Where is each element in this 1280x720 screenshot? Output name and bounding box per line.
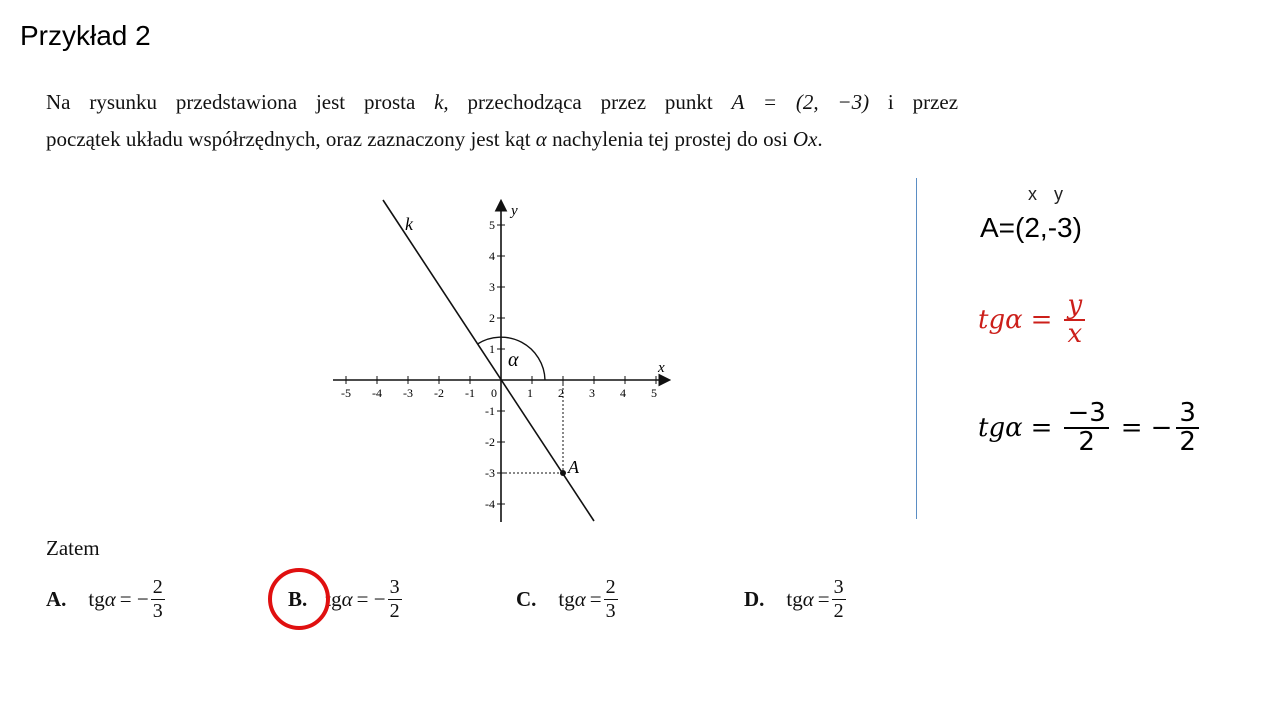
fraction-denominator: 2 (1078, 427, 1095, 458)
x-tick-label: 3 (589, 386, 595, 400)
word: prosta (363, 90, 416, 114)
formula-lhs: tgα (978, 413, 1023, 444)
y-axis-label: y (511, 203, 518, 219)
point-coordinates: A=(2,-3) (980, 212, 1082, 243)
fraction-denominator: 2 (1179, 427, 1196, 458)
x-tick-label: 0 (491, 386, 497, 400)
x-tick-label: 1 (527, 386, 533, 400)
text-part: . (817, 127, 823, 151)
answer-fraction (832, 576, 846, 623)
fraction-3-over-2 (1176, 400, 1199, 457)
fraction-numerator: 3 (833, 575, 844, 598)
fraction-y-over-x (1064, 292, 1085, 349)
fraction-numerator: 3 (1176, 400, 1199, 429)
fraction-minus3-over-2 (1064, 400, 1108, 457)
alpha-symbol: α (802, 586, 814, 611)
axis-name: Ox (792, 127, 818, 151)
point-a-label: A (568, 457, 579, 477)
answer-fraction (151, 576, 165, 623)
fraction-denominator: 3 (152, 599, 163, 622)
line-k-label: k (405, 214, 413, 234)
vertical-divider (916, 178, 917, 519)
equals-sign: = − (119, 586, 149, 611)
alpha-symbol: α (574, 586, 586, 611)
answer-letter: B. (288, 586, 308, 611)
point-a (560, 470, 566, 476)
tg-text: tg (325, 586, 342, 611)
x-tick-label: 2 (558, 386, 564, 400)
x-tick-label: 5 (651, 386, 657, 400)
problem-line-1 (46, 84, 958, 121)
text-part: nachylenia tej prostej do osi (546, 127, 793, 151)
answer-letter: C. (516, 586, 537, 611)
problem-line-2 (46, 121, 958, 158)
line-name-k: k, (434, 90, 449, 114)
word: punkt (664, 90, 713, 114)
word: przedstawiona (175, 90, 298, 114)
formula-lhs: tgα (978, 305, 1023, 336)
tangent-definition (978, 292, 1089, 349)
x-tick-label: -4 (372, 386, 382, 400)
alpha-symbol: α (104, 586, 116, 611)
answer-option-a[interactable] (46, 568, 165, 630)
y-tick-label: 1 (489, 342, 495, 356)
word: Na (46, 90, 71, 114)
y-tick-marks (485, 218, 505, 511)
equals-sign: = (1030, 413, 1053, 444)
word: przechodząca (467, 90, 582, 114)
selected-answer-circle (268, 568, 330, 630)
x-tick-label: -5 (341, 386, 351, 400)
conclusion-label: Zatem (46, 536, 100, 560)
equals-sign: = − (356, 586, 386, 611)
minus-sign: − (1150, 413, 1173, 444)
equals-sign: = (817, 586, 830, 611)
word: przez (600, 90, 647, 114)
problem-text (46, 84, 958, 158)
fraction-denominator: 2 (833, 599, 844, 622)
x-tick-label: 4 (620, 386, 626, 400)
fraction-numerator: 2 (605, 575, 616, 598)
y-tick-label: -1 (485, 404, 495, 418)
equals-sign: = (589, 586, 602, 611)
tg-text: tg (88, 586, 105, 611)
fraction-numerator: −3 (1064, 400, 1108, 429)
answer-letter: D. (744, 586, 765, 611)
fraction-numerator: 3 (389, 575, 400, 598)
tangent-calculation (978, 400, 1203, 457)
fraction-denominator: 2 (389, 599, 400, 622)
alpha-symbol: α (341, 586, 353, 611)
slide-title: Przykład 2 (20, 20, 151, 51)
fraction-numerator: 2 (152, 575, 163, 598)
y-tick-label: 2 (489, 311, 495, 325)
answer-option-c[interactable] (516, 568, 618, 630)
fraction-denominator: 3 (605, 599, 616, 622)
x-axis-label: x (658, 360, 665, 376)
xy-annotation: x y (1028, 184, 1064, 204)
y-tick-label: 3 (489, 280, 495, 294)
equals-sign: = (1030, 305, 1053, 336)
answer-option-d[interactable] (744, 568, 846, 630)
y-tick-label: -4 (485, 497, 495, 511)
alpha-symbol: α (535, 127, 547, 151)
y-tick-label: 4 (489, 249, 495, 263)
point-a-definition: A = (2, −3) (731, 90, 870, 114)
text-part: początek układu współrzędnych, oraz zaznaczony jest kąt (46, 127, 536, 151)
word: przez (912, 90, 959, 114)
x-tick-label: -2 (434, 386, 444, 400)
tg-text: tg (786, 586, 803, 611)
equals-sign: = (1120, 413, 1143, 444)
fraction-denominator: x (1067, 319, 1083, 350)
angle-alpha-label: α (508, 349, 519, 371)
x-tick-label: -1 (465, 386, 475, 400)
tg-text: tg (558, 586, 575, 611)
fraction-numerator: y (1064, 292, 1085, 321)
word: i (887, 90, 894, 114)
x-tick-label: -3 (403, 386, 413, 400)
answer-fraction (388, 576, 402, 623)
answer-fraction (604, 576, 618, 623)
answer-letter: A. (46, 586, 67, 611)
y-tick-label: 5 (489, 218, 495, 232)
y-tick-label: -2 (485, 435, 495, 449)
word: rysunku (89, 90, 157, 114)
word: jest (315, 90, 346, 114)
y-tick-label: -3 (485, 466, 495, 480)
coordinate-graph (325, 190, 675, 526)
